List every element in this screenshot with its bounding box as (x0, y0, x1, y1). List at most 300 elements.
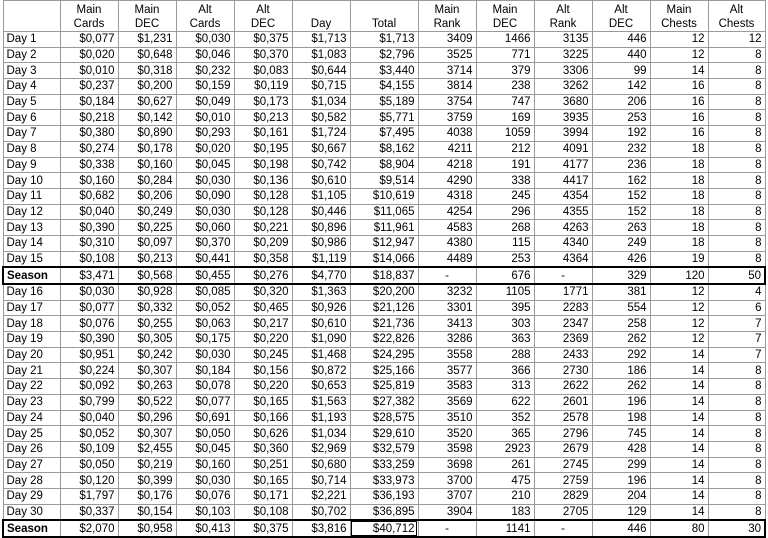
table-cell[interactable]: $0,166 (234, 410, 292, 426)
table-cell[interactable]: $1,713 (292, 32, 350, 48)
column-header-main-rank[interactable] (418, 1, 476, 32)
table-cell[interactable]: 366 (476, 363, 534, 379)
table-cell[interactable]: $33,259 (350, 457, 418, 473)
table-cell[interactable]: $0,120 (60, 473, 118, 489)
table-cell[interactable]: 4340 (534, 235, 592, 251)
table-cell[interactable]: $0,390 (60, 332, 118, 348)
table-cell[interactable]: $0,060 (176, 220, 234, 236)
table-cell[interactable]: 8 (708, 47, 765, 63)
table-cell[interactable]: $11,961 (350, 220, 418, 236)
table-cell[interactable]: 12 (650, 32, 708, 48)
table-cell[interactable]: 2622 (534, 379, 592, 395)
table-cell[interactable]: $33,973 (350, 473, 418, 489)
table-cell[interactable]: $0,136 (234, 173, 292, 189)
table-cell[interactable]: 4380 (418, 235, 476, 251)
table-cell[interactable]: 14 (650, 394, 708, 410)
table-cell[interactable]: 4211 (418, 141, 476, 157)
table-cell[interactable]: $0,375 (234, 32, 292, 48)
column-header-alt-dec2[interactable] (592, 1, 650, 32)
table-cell[interactable]: $0,958 (118, 520, 176, 537)
table-cell[interactable]: 196 (592, 473, 650, 489)
table-cell[interactable]: 3904 (418, 504, 476, 520)
table-cell[interactable]: 3409 (418, 32, 476, 48)
table-cell[interactable]: 622 (476, 394, 534, 410)
table-cell[interactable]: $0,160 (118, 157, 176, 173)
column-header-main-chests[interactable] (650, 1, 708, 32)
table-cell[interactable]: $0,160 (60, 173, 118, 189)
table-cell[interactable]: $1,090 (292, 332, 350, 348)
table-cell[interactable]: 8 (708, 94, 765, 110)
table-cell[interactable]: 7 (708, 316, 765, 332)
table-cell[interactable]: 8 (708, 457, 765, 473)
table-cell[interactable]: 8 (708, 204, 765, 220)
table-cell[interactable]: 3994 (534, 126, 592, 142)
row-label-cell[interactable]: Day 7 (3, 126, 60, 142)
table-cell[interactable]: 152 (592, 188, 650, 204)
table-cell[interactable]: $0,390 (60, 220, 118, 236)
table-cell[interactable]: 14 (650, 457, 708, 473)
table-cell[interactable]: 3698 (418, 457, 476, 473)
table-cell[interactable]: $0,184 (60, 94, 118, 110)
table-cell[interactable]: $0,338 (60, 157, 118, 173)
table-cell[interactable]: 8 (708, 441, 765, 457)
table-cell[interactable]: $0,284 (118, 173, 176, 189)
table-cell[interactable]: $0,242 (118, 347, 176, 363)
column-header-main-cards[interactable] (60, 1, 118, 32)
table-cell[interactable]: 258 (592, 316, 650, 332)
table-cell[interactable]: $3,440 (350, 63, 418, 79)
table-cell[interactable]: 8 (708, 110, 765, 126)
table-cell[interactable]: 379 (476, 63, 534, 79)
table-cell[interactable]: 50 (708, 267, 765, 284)
table-cell[interactable]: 198 (592, 410, 650, 426)
table-cell[interactable]: 4177 (534, 157, 592, 173)
table-cell[interactable]: 3413 (418, 316, 476, 332)
table-cell[interactable]: $4,770 (292, 267, 350, 284)
table-cell[interactable]: 183 (476, 504, 534, 520)
table-cell[interactable]: 16 (650, 94, 708, 110)
table-cell[interactable]: $25,819 (350, 379, 418, 395)
table-cell[interactable]: $0,742 (292, 157, 350, 173)
table-cell[interactable]: 18 (650, 188, 708, 204)
table-cell[interactable]: $0,052 (176, 300, 234, 316)
row-label-cell[interactable]: Day 3 (3, 63, 60, 79)
table-cell[interactable]: 4354 (534, 188, 592, 204)
table-cell[interactable]: $0,160 (176, 457, 234, 473)
table-cell[interactable]: $0,276 (234, 267, 292, 284)
table-cell[interactable]: $0,109 (60, 441, 118, 457)
table-cell[interactable]: $5,771 (350, 110, 418, 126)
table-cell[interactable]: 236 (592, 157, 650, 173)
row-label-cell[interactable]: Day 15 (3, 251, 60, 267)
table-cell[interactable]: $0,380 (60, 126, 118, 142)
row-label-cell[interactable]: Day 23 (3, 394, 60, 410)
table-cell[interactable]: 4355 (534, 204, 592, 220)
column-header-alt-chests[interactable] (708, 1, 765, 32)
row-label-cell[interactable]: Day 14 (3, 235, 60, 251)
table-cell[interactable]: 3306 (534, 63, 592, 79)
table-cell[interactable]: $29,610 (350, 426, 418, 442)
table-cell[interactable]: $0,307 (118, 363, 176, 379)
table-cell[interactable]: $10,619 (350, 188, 418, 204)
table-cell[interactable]: 8 (708, 426, 765, 442)
table-cell[interactable]: 6 (708, 300, 765, 316)
table-cell[interactable]: $0,337 (60, 504, 118, 520)
table-cell[interactable]: - (418, 267, 476, 284)
table-cell[interactable]: 747 (476, 94, 534, 110)
table-cell[interactable]: $0,142 (118, 110, 176, 126)
table-cell[interactable]: $0,103 (176, 504, 234, 520)
table-cell[interactable]: 192 (592, 126, 650, 142)
table-cell[interactable]: 3707 (418, 488, 476, 504)
table-cell[interactable]: $0,667 (292, 141, 350, 157)
table-cell[interactable]: $0,076 (60, 316, 118, 332)
table-cell[interactable]: $0,040 (60, 410, 118, 426)
table-cell[interactable]: 2283 (534, 300, 592, 316)
table-cell[interactable]: $21,126 (350, 300, 418, 316)
table-cell[interactable]: 8 (708, 488, 765, 504)
table-cell[interactable]: 152 (592, 204, 650, 220)
table-cell[interactable]: $2,969 (292, 441, 350, 457)
table-cell[interactable]: $0,225 (118, 220, 176, 236)
table-cell[interactable]: $0,161 (234, 126, 292, 142)
table-cell[interactable]: 8 (708, 126, 765, 142)
column-header-label[interactable] (3, 1, 60, 32)
table-cell[interactable]: - (534, 520, 592, 537)
table-cell[interactable]: $7,495 (350, 126, 418, 142)
table-cell[interactable]: $0,221 (234, 220, 292, 236)
table-cell[interactable]: $0,245 (234, 347, 292, 363)
table-cell[interactable]: $0,049 (176, 94, 234, 110)
table-cell[interactable]: 2369 (534, 332, 592, 348)
table-cell[interactable]: 771 (476, 47, 534, 63)
table-cell[interactable]: 3759 (418, 110, 476, 126)
table-cell[interactable]: $21,736 (350, 316, 418, 332)
table-cell[interactable]: 381 (592, 284, 650, 300)
table-cell[interactable]: 4364 (534, 251, 592, 267)
table-cell[interactable]: $0,648 (118, 47, 176, 63)
table-cell[interactable]: $0,154 (118, 504, 176, 520)
table-cell[interactable]: 249 (592, 235, 650, 251)
table-cell[interactable]: $14,066 (350, 251, 418, 267)
table-cell[interactable]: 4091 (534, 141, 592, 157)
table-cell[interactable]: $0,653 (292, 379, 350, 395)
row-label-cell[interactable]: Day 5 (3, 94, 60, 110)
table-cell[interactable]: $1,034 (292, 94, 350, 110)
table-cell[interactable]: $0,220 (234, 332, 292, 348)
table-cell[interactable]: $1,563 (292, 394, 350, 410)
table-cell[interactable]: 1105 (476, 284, 534, 300)
table-cell[interactable]: $0,156 (234, 363, 292, 379)
table-cell[interactable]: 8 (708, 473, 765, 489)
table-cell[interactable]: $1,468 (292, 347, 350, 363)
table-cell[interactable]: $0,077 (176, 394, 234, 410)
table-cell[interactable]: 4 (708, 284, 765, 300)
table-cell[interactable]: $40,712 (350, 520, 418, 537)
table-cell[interactable]: $1,797 (60, 488, 118, 504)
table-cell[interactable]: $0,568 (118, 267, 176, 284)
table-cell[interactable]: $0,986 (292, 235, 350, 251)
table-cell[interactable]: 3232 (418, 284, 476, 300)
table-cell[interactable]: 12 (650, 47, 708, 63)
table-cell[interactable]: 14 (650, 363, 708, 379)
table-cell[interactable]: $0,077 (60, 300, 118, 316)
table-cell[interactable]: $18,837 (350, 267, 418, 284)
table-cell[interactable]: 191 (476, 157, 534, 173)
table-cell[interactable]: $9,514 (350, 173, 418, 189)
table-cell[interactable]: $36,895 (350, 504, 418, 520)
table-cell[interactable]: $0,046 (176, 47, 234, 63)
table-cell[interactable]: 2679 (534, 441, 592, 457)
table-cell[interactable]: $5,189 (350, 94, 418, 110)
table-cell[interactable]: 3583 (418, 379, 476, 395)
table-cell[interactable]: $0,305 (118, 332, 176, 348)
table-cell[interactable]: $0,218 (60, 110, 118, 126)
table-cell[interactable]: 3935 (534, 110, 592, 126)
table-cell[interactable]: $0,206 (118, 188, 176, 204)
row-label-cell[interactable]: Day 27 (3, 457, 60, 473)
table-cell[interactable]: 676 (476, 267, 534, 284)
table-cell[interactable]: $0,119 (234, 79, 292, 95)
row-label-cell[interactable]: Day 20 (3, 347, 60, 363)
table-cell[interactable]: $0,165 (234, 394, 292, 410)
row-label-cell[interactable]: Day 28 (3, 473, 60, 489)
table-cell[interactable]: $0,092 (60, 379, 118, 395)
table-cell[interactable]: 4318 (418, 188, 476, 204)
table-cell[interactable]: 303 (476, 316, 534, 332)
table-cell[interactable]: 3520 (418, 426, 476, 442)
table-cell[interactable]: $0,610 (292, 173, 350, 189)
table-cell[interactable]: 16 (650, 110, 708, 126)
table-cell[interactable]: 253 (592, 110, 650, 126)
table-cell[interactable]: 4254 (418, 204, 476, 220)
table-cell[interactable]: $0,176 (118, 488, 176, 504)
table-cell[interactable]: 8 (708, 141, 765, 157)
table-cell[interactable]: $2,070 (60, 520, 118, 537)
table-cell[interactable]: 142 (592, 79, 650, 95)
table-cell[interactable]: $0,375 (234, 520, 292, 537)
table-cell[interactable]: $0,370 (234, 47, 292, 63)
table-cell[interactable]: $0,399 (118, 473, 176, 489)
table-cell[interactable]: $12,947 (350, 235, 418, 251)
table-cell[interactable]: 2730 (534, 363, 592, 379)
table-cell[interactable]: 8 (708, 220, 765, 236)
table-cell[interactable]: 296 (476, 204, 534, 220)
table-cell[interactable]: $22,826 (350, 332, 418, 348)
table-cell[interactable]: $0,178 (118, 141, 176, 157)
table-cell[interactable]: 129 (592, 504, 650, 520)
row-label-cell[interactable]: Day 30 (3, 504, 60, 520)
column-header-alt-cards[interactable] (176, 1, 234, 32)
table-cell[interactable]: $0,237 (60, 79, 118, 95)
table-cell[interactable]: 212 (476, 141, 534, 157)
table-cell[interactable]: $3,471 (60, 267, 118, 284)
table-cell[interactable]: $1,119 (292, 251, 350, 267)
table-cell[interactable]: 3558 (418, 347, 476, 363)
table-cell[interactable]: $0,050 (176, 426, 234, 442)
table-cell[interactable]: 428 (592, 441, 650, 457)
table-cell[interactable]: 3700 (418, 473, 476, 489)
table-cell[interactable]: 4417 (534, 173, 592, 189)
table-cell[interactable]: $0,872 (292, 363, 350, 379)
table-cell[interactable]: $0,213 (118, 251, 176, 267)
table-cell[interactable]: $25,166 (350, 363, 418, 379)
table-cell[interactable]: 292 (592, 347, 650, 363)
table-cell[interactable]: 14 (650, 488, 708, 504)
table-cell[interactable]: 8 (708, 394, 765, 410)
table-cell[interactable]: $0,077 (60, 32, 118, 48)
table-cell[interactable]: $0,627 (118, 94, 176, 110)
table-cell[interactable]: 352 (476, 410, 534, 426)
table-cell[interactable]: 16 (650, 126, 708, 142)
table-cell[interactable]: $0,213 (234, 110, 292, 126)
table-cell[interactable]: $0,200 (118, 79, 176, 95)
table-cell[interactable]: 8 (708, 379, 765, 395)
table-cell[interactable]: 261 (476, 457, 534, 473)
table-cell[interactable]: 262 (592, 332, 650, 348)
table-cell[interactable]: $0,890 (118, 126, 176, 142)
table-cell[interactable]: 14 (650, 63, 708, 79)
table-cell[interactable]: 3680 (534, 94, 592, 110)
table-cell[interactable]: 238 (476, 79, 534, 95)
table-cell[interactable]: 245 (476, 188, 534, 204)
table-cell[interactable]: $8,904 (350, 157, 418, 173)
table-cell[interactable]: $1,231 (118, 32, 176, 48)
table-cell[interactable]: 268 (476, 220, 534, 236)
row-label-cell[interactable]: Day 29 (3, 488, 60, 504)
table-cell[interactable]: $0,926 (292, 300, 350, 316)
table-cell[interactable]: 120 (650, 267, 708, 284)
table-cell[interactable]: $0,076 (176, 488, 234, 504)
table-cell[interactable]: 7 (708, 332, 765, 348)
table-cell[interactable]: 745 (592, 426, 650, 442)
table-cell[interactable]: $0,195 (234, 141, 292, 157)
table-cell[interactable]: 2923 (476, 441, 534, 457)
table-cell[interactable]: 554 (592, 300, 650, 316)
table-cell[interactable]: 3525 (418, 47, 476, 63)
table-cell[interactable]: $0,040 (60, 204, 118, 220)
table-cell[interactable]: $0,020 (176, 141, 234, 157)
table-cell[interactable]: 1771 (534, 284, 592, 300)
table-cell[interactable]: $0,691 (176, 410, 234, 426)
table-cell[interactable]: 426 (592, 251, 650, 267)
table-cell[interactable]: 196 (592, 394, 650, 410)
row-label-cell[interactable]: Day 4 (3, 79, 60, 95)
table-cell[interactable]: $0,413 (176, 520, 234, 537)
table-cell[interactable]: 8 (708, 157, 765, 173)
table-cell[interactable]: 99 (592, 63, 650, 79)
table-cell[interactable]: 3714 (418, 63, 476, 79)
table-cell[interactable]: $0,173 (234, 94, 292, 110)
table-cell[interactable]: 3510 (418, 410, 476, 426)
table-cell[interactable]: $0,159 (176, 79, 234, 95)
table-cell[interactable]: 80 (650, 520, 708, 537)
table-cell[interactable]: $0,360 (234, 441, 292, 457)
table-cell[interactable]: $0,097 (118, 235, 176, 251)
table-cell[interactable]: 338 (476, 173, 534, 189)
table-cell[interactable]: $0,219 (118, 457, 176, 473)
table-cell[interactable]: 14 (650, 473, 708, 489)
table-cell[interactable]: 12 (650, 284, 708, 300)
table-cell[interactable]: 232 (592, 141, 650, 157)
table-cell[interactable]: 3814 (418, 79, 476, 95)
table-cell[interactable]: 8 (708, 79, 765, 95)
table-cell[interactable]: 206 (592, 94, 650, 110)
table-cell[interactable]: 2796 (534, 426, 592, 442)
table-cell[interactable]: $0,083 (234, 63, 292, 79)
table-cell[interactable]: 4038 (418, 126, 476, 142)
table-cell[interactable]: $27,382 (350, 394, 418, 410)
table-cell[interactable]: 8 (708, 504, 765, 520)
table-cell[interactable]: $0,128 (234, 188, 292, 204)
table-cell[interactable]: $0,644 (292, 63, 350, 79)
table-cell[interactable]: $0,050 (60, 457, 118, 473)
table-cell[interactable]: $0,446 (292, 204, 350, 220)
row-label-cell[interactable]: Day 19 (3, 332, 60, 348)
table-cell[interactable]: $0,020 (60, 47, 118, 63)
row-label-cell[interactable]: Day 2 (3, 47, 60, 63)
table-cell[interactable]: 3598 (418, 441, 476, 457)
table-cell[interactable]: $0,010 (60, 63, 118, 79)
table-cell[interactable]: 3286 (418, 332, 476, 348)
table-cell[interactable]: $32,579 (350, 441, 418, 457)
table-cell[interactable]: $3,816 (292, 520, 350, 537)
table-cell[interactable]: 2759 (534, 473, 592, 489)
table-cell[interactable]: $0,224 (60, 363, 118, 379)
table-cell[interactable]: $24,295 (350, 347, 418, 363)
table-cell[interactable]: $0,714 (292, 473, 350, 489)
table-cell[interactable]: 4218 (418, 157, 476, 173)
table-cell[interactable]: $0,320 (234, 284, 292, 300)
table-cell[interactable]: $0,370 (176, 235, 234, 251)
table-cell[interactable]: 365 (476, 426, 534, 442)
table-cell[interactable]: 446 (592, 520, 650, 537)
table-cell[interactable]: 4290 (418, 173, 476, 189)
table-cell[interactable]: $0,030 (176, 347, 234, 363)
table-cell[interactable]: 263 (592, 220, 650, 236)
table-cell[interactable]: $0,217 (234, 316, 292, 332)
table-cell[interactable]: $2,221 (292, 488, 350, 504)
table-cell[interactable]: 8 (708, 235, 765, 251)
table-cell[interactable]: $1,083 (292, 47, 350, 63)
table-cell[interactable]: 3577 (418, 363, 476, 379)
table-cell[interactable]: $1,363 (292, 284, 350, 300)
table-cell[interactable]: 14 (650, 410, 708, 426)
table-cell[interactable]: 16 (650, 79, 708, 95)
table-cell[interactable]: $0,198 (234, 157, 292, 173)
table-cell[interactable]: $0,255 (118, 316, 176, 332)
table-cell[interactable]: 14 (650, 426, 708, 442)
table-cell[interactable]: 395 (476, 300, 534, 316)
table-cell[interactable]: 115 (476, 235, 534, 251)
table-cell[interactable]: 18 (650, 141, 708, 157)
table-cell[interactable]: $0,441 (176, 251, 234, 267)
table-cell[interactable]: 1141 (476, 520, 534, 537)
row-label-cell[interactable]: Day 13 (3, 220, 60, 236)
table-cell[interactable]: 253 (476, 251, 534, 267)
table-cell[interactable]: $0,175 (176, 332, 234, 348)
table-cell[interactable]: - (418, 520, 476, 537)
table-cell[interactable]: $0,318 (118, 63, 176, 79)
row-label-cell[interactable]: Day 18 (3, 316, 60, 332)
table-cell[interactable]: $0,582 (292, 110, 350, 126)
table-cell[interactable]: 18 (650, 204, 708, 220)
row-label-cell[interactable]: Season (3, 520, 60, 537)
column-header-alt-dec[interactable] (234, 1, 292, 32)
table-cell[interactable]: $0,263 (118, 379, 176, 395)
table-cell[interactable]: $0,680 (292, 457, 350, 473)
row-label-cell[interactable]: Day 6 (3, 110, 60, 126)
